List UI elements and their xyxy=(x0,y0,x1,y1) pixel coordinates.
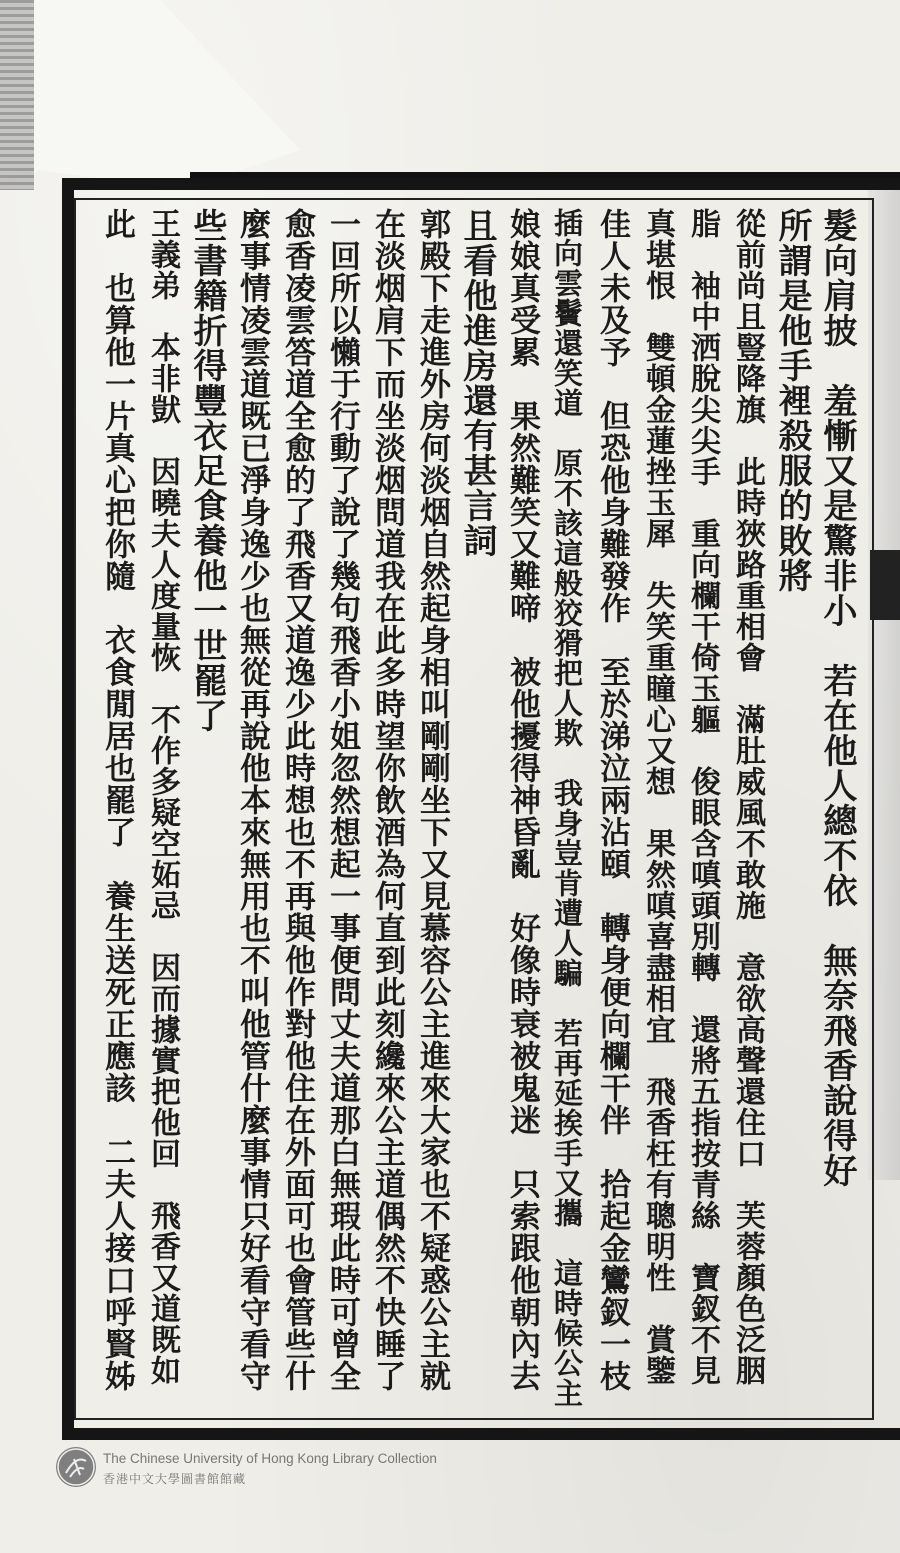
text-column: 真堪恨 雙頓金蓮挫玉犀 失笑重瞳心又想 果然嗔喜盡相宜 飛香枉有聰明性 賞鑒 xyxy=(640,208,675,1386)
text-column: 娘娘真受累 果然難笑又難啼 被他擾得神昏亂 好像時衰被鬼迷 只索跟他朝內去 xyxy=(504,208,540,1392)
torn-corner xyxy=(0,0,300,191)
text-column: 且看他進房還有甚言詞 xyxy=(457,208,497,558)
text-column: 麼事情凌雲道既已淨身逸少也無從再說他本來無用也不叫他管什麼事情只好看守看守 xyxy=(234,208,270,1392)
text-column: 髮向肩披 羞慚又是驚非小 若在他人總不依 無奈飛香說得好 xyxy=(817,208,857,1188)
text-column: 插向雲鬢還笑道 原不該這般狡猾把人欺 我身豈肯遭人騙 若再延挨手又攜 這時候公主 xyxy=(550,208,584,1408)
text-column: 一回所以懶于行動了說了幾句飛香小姐忽然想起一事便問丈夫道那白無瑕此時可曾全 xyxy=(324,208,360,1392)
text-column: 王義弟 本非獃 因曉夫人度量恢 不作多疑空妬忌 因而據實把他回 飛香又道既如 xyxy=(145,208,180,1386)
cuhk-library-seal-icon xyxy=(56,1447,96,1487)
text-column: 從前尚且豎降旗 此時狹路重相會 滿肚威風不敢施 意欲高聲還住口 芙蓉顏色泛胭 xyxy=(730,208,765,1386)
text-column: 脂 袖中洒脫尖尖手 重向欄干倚玉軀 俊眼含嗔頭別轉 還將五指按青絲 寶釵不見 xyxy=(685,208,720,1386)
text-column: 些書籍折得豐衣足食養他一世罷了 xyxy=(187,208,227,733)
watermark-chinese: 香港中文大學圖書館館藏 xyxy=(103,1472,247,1486)
fold-mark xyxy=(870,550,900,620)
scan-edge xyxy=(0,0,34,190)
text-column: 所謂是他手裡殺服的敗將 xyxy=(772,208,812,593)
text-column: 郭殿下走進外房何淡烟自然起身相叫剛剛坐下又見慕容公主進來大家也不疑惑公主就 xyxy=(414,208,450,1392)
text-body xyxy=(96,208,864,1418)
watermark-english: The Chinese University of Hong Kong Library Collection xyxy=(103,1451,437,1466)
text-column: 愈香凌雲答道全愈的了飛香又道逸少此時想也不再與他作對他住在外面可也會管些什 xyxy=(279,208,315,1392)
text-column: 此 也算他一片真心把你隨 衣食閒居也罷了 養生送死正應該 二夫人接口呼賢姊 xyxy=(99,208,135,1392)
text-column: 佳人未及予 但恐他身難發作 至於涕泣兩沾頤 轉身便向欄干伴 拾起金鸞釵一枝 xyxy=(594,208,630,1392)
text-column: 在淡烟肩下而坐淡烟問道我在此多時望你飲酒為何直到此刻纔來公主道偶然不快睡了 xyxy=(369,208,405,1392)
